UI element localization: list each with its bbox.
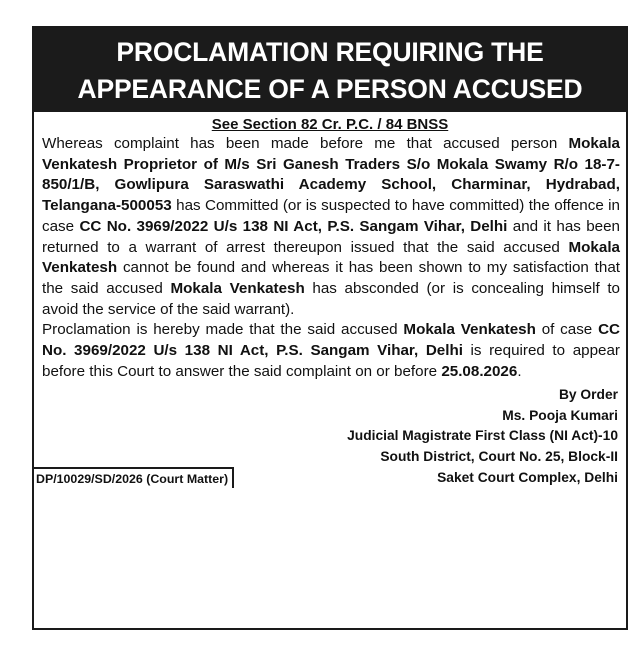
- signature-block: [34, 385, 626, 467]
- paragraph1-run-8: has absconded (or is concealing himself to avoid the service of the said warrant).: [42, 279, 621, 318]
- paragraph2-run-0: Proclamation is hereby made that the said accused: [42, 321, 404, 339]
- title-line-2: APPEARANCE OF A PERSON ACCUSED: [77, 74, 583, 104]
- paragraph1-run-2: has Committed (or is suspected to have committed) the offence in case: [42, 197, 620, 235]
- court-complex: Saket Court Complex, Delhi: [437, 470, 618, 486]
- notice-header: [34, 28, 626, 112]
- paragraph1-run-1: Mokala Venkatesh Proprietor of M/s Sri Ganesh Traders S/o Mokala Swamy R/o 18-7-850/1/B, Gowlipura Saraswathi Academy School, Charminar, Hydrabad, Telangana-500053: [42, 135, 620, 215]
- paragraph1-run-4: and it has been returned to a warrant of arrest thereupon issued that the said accused: [42, 217, 620, 256]
- paragraph1-run-5: Mokala Venkatesh: [42, 238, 620, 277]
- paragraph2-run-4: is required to appear before this Court to answer the said complaint on or before: [42, 342, 620, 380]
- court-location: South District, Court No. 25, Block-II: [380, 448, 618, 464]
- paragraph2-run-1: Mokala Venkatesh: [403, 321, 536, 339]
- reference-code: DP/10029/SD/2026 (Court Matter): [34, 467, 234, 488]
- paragraph1-run-7: Mokala Venkatesh: [170, 279, 305, 297]
- paragraph1-run-3: CC No. 3969/2022 U/s 138 NI Act, P.S. Sangam Vihar, Delhi: [79, 217, 508, 235]
- paragraph2-run-6: .: [517, 362, 522, 380]
- proclamation-notice: [32, 26, 628, 630]
- notice-body: [34, 134, 626, 382]
- paragraph2-run-3: CC No. 3969/2022 U/s 138 NI Act, P.S. Sangam Vihar, Delhi: [42, 321, 621, 360]
- paragraph2-run-5: 25.08.2026: [441, 362, 518, 380]
- footer-row: [34, 467, 626, 488]
- section-reference: See Section 82 Cr. P.C. / 84 BNSS: [211, 116, 449, 133]
- paragraph-warrant: [42, 134, 620, 320]
- paragraph2-run-2: of case: [535, 321, 599, 339]
- by-order-label: By Order: [558, 387, 618, 403]
- paragraph1-run-0: Whereas complaint has been made before me that accused person: [42, 135, 569, 152]
- magistrate-designation: Judicial Magistrate First Class (NI Act)-10: [347, 428, 618, 444]
- paragraph1-run-6: cannot be found and whereas it has been shown to my satisfaction that the said accused: [42, 259, 620, 297]
- paragraph-proclamation: [42, 320, 620, 382]
- magistrate-name: Ms. Pooja Kumari: [502, 407, 618, 423]
- title-line-1: PROCLAMATION REQUIRING THE: [116, 37, 544, 67]
